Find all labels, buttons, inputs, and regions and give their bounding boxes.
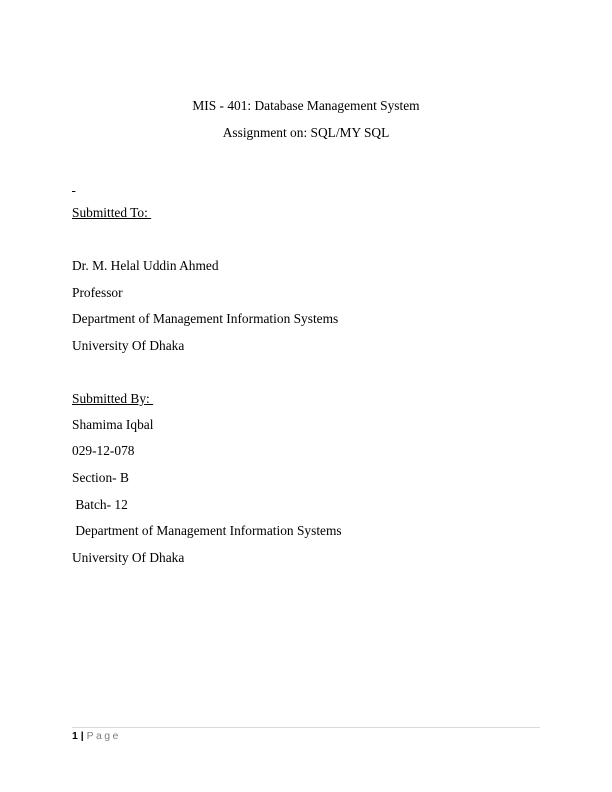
submitted-by-department: Department of Management Information Systems: [72, 523, 342, 538]
submitted-by-heading: Submitted By:: [72, 391, 154, 406]
submitted-to-university: University Of Dhaka: [72, 338, 185, 353]
submitted-to-title: Professor: [72, 285, 123, 300]
page-footer: [72, 729, 121, 743]
submitted-to-department: Department of Management Information Systems: [72, 311, 339, 326]
submitted-by-batch: Batch- 12: [72, 497, 128, 512]
course-title: MIS - 401: Database Management System: [192, 98, 420, 113]
assignment-title: Assignment on: SQL/MY SQL: [222, 125, 390, 140]
submitted-by-name: Shamima Iqbal: [72, 417, 154, 432]
footer-divider: [72, 727, 540, 728]
footer-separator: |: [77, 730, 87, 742]
submitted-by-university: University Of Dhaka: [72, 550, 185, 565]
submitted-to-name: Dr. M. Helal Uddin Ahmed: [72, 258, 219, 273]
submitted-to-heading: Submitted To:: [72, 205, 152, 220]
submitted-by-id: 029-12-078: [72, 443, 135, 458]
page-number: 1: [72, 730, 78, 742]
empty-underlined-line: [72, 178, 75, 194]
page-label: Page: [86, 730, 121, 742]
submitted-by-section: Section- B: [72, 470, 129, 485]
